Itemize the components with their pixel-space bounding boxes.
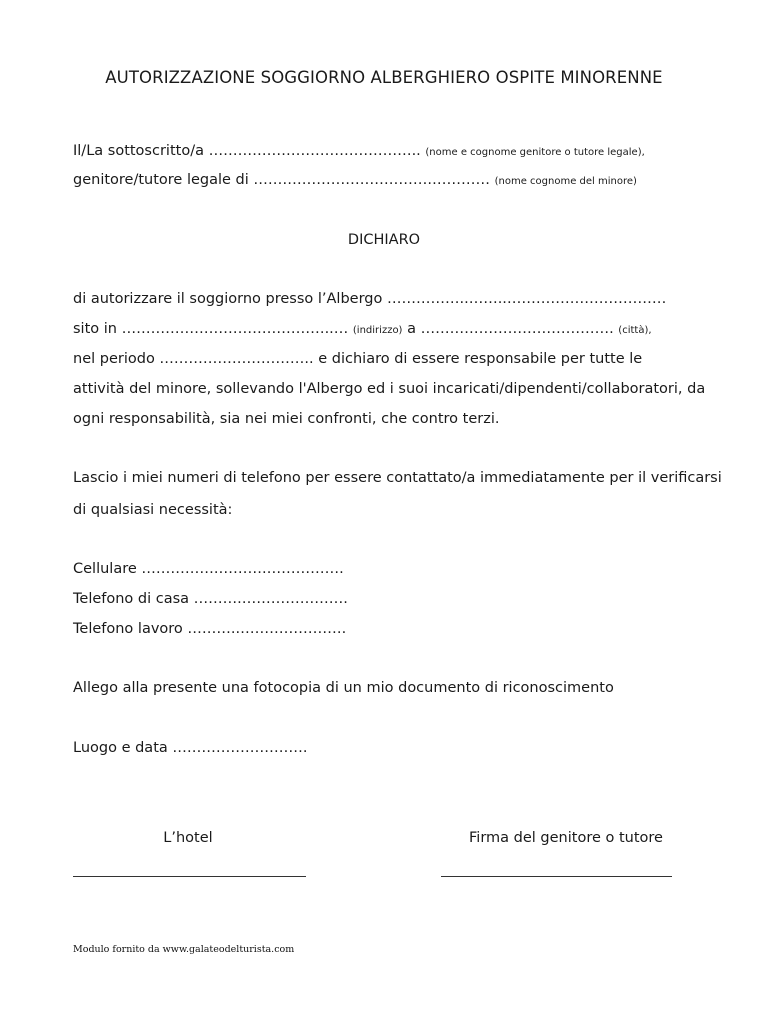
intro-line-1-note: (nome e cognome genitore o tutore legale), <box>425 147 645 158</box>
intro-line-2-note: (nome cognome del minore) <box>494 176 637 187</box>
document-title: AUTORIZZAZIONE SOGGIORNO ALBERGHIERO OSPITE MINORENNE <box>105 68 663 87</box>
intro-line-1-text: Il/La sottoscritto/a …………………………………….. <box>73 143 426 159</box>
declaration-line-1: di autorizzare il soggiorno presso l’Albergo ……………..……..…………………………… <box>73 291 667 307</box>
declaration-line-4: attività del minore, sollevando l'Albergo ed i suoi incaricati/dipendenti/collaboratori, da <box>73 381 706 397</box>
parent-signature-line <box>441 876 672 877</box>
intro-line-1 <box>73 143 645 159</box>
declaration-line-3: nel periodo ………………………….. e dichiaro di essere responsabile per tutte le <box>73 351 643 367</box>
parent-signature-label: Firma del genitore o tutore <box>469 830 663 846</box>
hotel-signature-line <box>73 876 306 877</box>
declaration-city-field: a …………………………………. <box>402 321 619 337</box>
phones-intro-line-1: Lascio i miei numeri di telefono per essere contattato/a immediatamente per il verificarsi <box>73 470 722 486</box>
declaration-heading: DICHIARO <box>347 232 421 248</box>
work-phone-field: Telefono lavoro ………..…………………. <box>73 621 347 637</box>
mobile-phone-field: Cellulare …………….……….……………. <box>73 561 344 577</box>
city-note: (città), <box>618 325 652 336</box>
intro-line-2 <box>73 172 637 188</box>
place-date-field: Luogo e data ………………………. <box>73 740 308 756</box>
home-phone-field: Telefono di casa ……….…………………. <box>73 591 348 607</box>
address-note: (indirizzo) <box>352 325 403 336</box>
declaration-address-field: sito in ……………………………………..… <box>73 321 353 337</box>
declaration-line-5: ogni responsabilità, sia nei miei confronti, che contro terzi. <box>73 411 500 427</box>
attachment-statement: Allego alla presente una fotocopia di un mio documento di riconoscimento <box>73 680 614 696</box>
footer-credit: Modulo fornito da www.galateodelturista.com <box>73 944 295 955</box>
intro-line-2-text: genitore/tutore legale di ……………………………….………… <box>73 172 495 188</box>
phones-intro-line-2: di qualsiasi necessità: <box>73 502 233 518</box>
declaration-line-2 <box>73 321 652 337</box>
hotel-signature-label: L’hotel <box>163 830 213 846</box>
